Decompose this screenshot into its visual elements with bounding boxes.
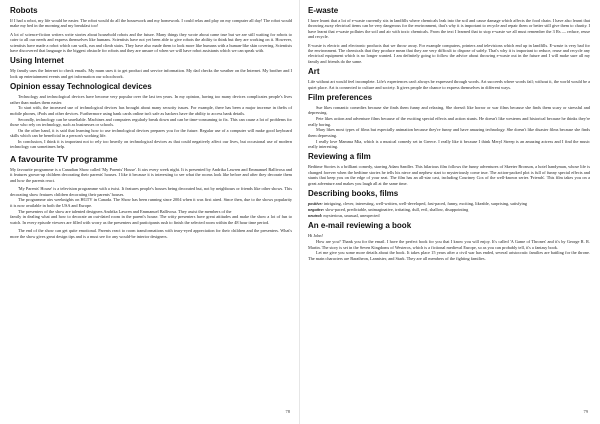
robots-paragraph-1: If I had a robot, my life would be easier. The robot would do all the housework and my homework. I could relax and play on my computer all day! The robot would make my bed in the morning and my breakfast too! — [10, 18, 292, 29]
negative-adjectives — [308, 207, 590, 212]
neutral-list: mysterious, unusual, unexpected — [323, 212, 380, 218]
art-heading: Art — [308, 67, 320, 77]
opinion-paragraph-5: In conclusion, I think it is important not to rely too heavily on technological devices as that could negatively affect our lives, but occasional use of modern technology can sometimes help. — [10, 139, 292, 150]
ewaste-paragraph-2: E-waste is electric and electronic products that we throw away. For example computers, printers and televisions which end up in landfills. E-waste is very bad for the environment. The chemicals that they produce mean that they are very difficult to dispose of safely. That's why it is important to reduce, reuse and recycle any electrical equipment which is no longer wanted. I am definitely going to follow the advice about throwing e-waste out in the future and I will make sure all my family and friends do the same. — [308, 42, 590, 64]
reviewing-film-heading: Reviewing a film — [308, 152, 371, 162]
opinion-paragraph-3: Secondly, technology can be unreliable. Machines and computers regularly break down and can be time-consuming to fix. This can cause a lot of problems for those who rely on technology, such as businesses or schools. — [10, 116, 292, 128]
art-paragraph: Life without art would feel incomplete. Life's experiences can't always be expressed through words. Art succeeds where words fail; without it, the world would be a quiet place. Art is connected to culture and society. It gives people the chance to express themselves in different ways. — [308, 79, 590, 90]
neutral-adjectives — [308, 213, 590, 218]
tv-paragraph-3: The programme airs weeknights on HGTV in Canada. The Show has been running since 2004 when it was first aired. Since then, due to the shows popularity it is now available in both the USA and Europe. — [10, 197, 292, 208]
neutral-label: neutral: — [308, 212, 323, 218]
film-prefs-paragraph-1: Sue likes romantic comedies because she finds them funny and relaxing. She doesn't like horror or war films because she finds them scary or stressful and depressing. — [308, 105, 590, 116]
opinion-paragraph-2: To start with, the increased use of technological devices has brought about many security issues. For example, there has been a major increase in thefts of mobile phones, iPods and other devices. Furthermore using bank cards online isn't safe as hackers have the ability to access bank details. — [10, 105, 292, 116]
internet-paragraph: My family uses the Internet to check emails. My mum uses it to get product and service information. My dad checks the weather on the Internet. My brother and I look up entertainment events and get information our schoolwork. — [10, 68, 292, 79]
opinion-paragraph-4: On the other hand, it is said that learning how to use technological devices prepares you for the future. Regular use of a computer will make good keyboard skills which can be beneficial in a person's working life. — [10, 127, 292, 139]
email-paragraph-1: How are you? Thank you for the email. I have the perfect book for you that I know you will enjoy. It's called 'A Game of Thrones' and it's by George R. R. Martin. The story is set in the Seven Kingdoms of Westeros, which is a fictional medieval Europe, so as you can probably tell, it's a fantasy book. — [308, 239, 590, 250]
robots-paragraph-2: A lot of science-fiction writers write stories about household robots and the future. Many things they wrote about came true but we are still waiting for robots to cater to all our needs and express themselves like humans. Scientists have not yet been able to give robots the ability to think but they are working on it. However, scientists have made a robot which can walk, run and climb stairs. They have also made them to look more like humans with a human-like skin covering. Scientists have discovered that language is the biggest obstacle for robots and they are unsure of when we will have robot assistants which we can speak with. — [10, 31, 292, 54]
robots-heading: Robots — [10, 6, 38, 15]
negative-label: negative: — [308, 207, 325, 213]
describing-heading: Describing books, films — [308, 189, 399, 199]
film-prefs-paragraph-4: I really love Mamma Mia, which is a musical comedy set in Greece. I really like it because I think Meryl Streep is an amazing actress and I find the music really interesting. — [308, 138, 590, 150]
positive-label: positive: — [308, 201, 323, 207]
positive-adjectives — [308, 201, 590, 206]
opinion-essay-heading: Opinion essay Technological devices — [10, 82, 152, 92]
email-review-heading: An e-mail reviewing a book — [308, 221, 412, 231]
internet-heading: Using Internet — [10, 56, 64, 66]
ewaste-heading: E-waste — [308, 6, 339, 15]
opinion-paragraph-1: Technology and technological devices have become very popular over the last ten years. In my opinion, having too many devices complicates people's lives rather than makes them easier. — [10, 94, 292, 105]
negative-list: slow-paced, predictable, unimaginative, irritating, dull, evil, shallow, disappointing — [325, 207, 469, 213]
positive-list: intriguing, clever, interesting, well-written, well-developed, fast-paced, funny, exciting, likeable, surprising, satisfying — [323, 201, 527, 207]
email-greeting: Hi John! — [308, 233, 323, 239]
tv-programme-heading: A favourite TV programme — [10, 153, 118, 164]
film-prefs-paragraph-3: Mary likes most types of films but especially animation because they're funny and have amazing technology. She doesn't like disaster films because she finds them depressing. — [308, 127, 590, 138]
tv-paragraph-4: The presenters of the show are talented designers Andrika Lawren and Emmanuel Ballivosa. They assist the members of the — [18, 208, 232, 214]
tv-paragraph-5: family in dealing what and how to decorate an out-dated room in the parent's house. The witty presenters have great attitudes and make the show a lot of fun to watch. In every episode viewers are filled with worry as the presenters and participants rush to finish the selected room within the 48 hour time period. — [10, 214, 292, 225]
tv-paragraph-6: The end of the show can get quite emotional. Parents react to room transformations with teary-eyed appreciation for their children and the presenters. What's more the show gives great design tips and is a must see for any would-be interior designers. — [10, 228, 292, 239]
reviewing-film-paragraph: Bedtime Stories is a brilliant comedy, starring Adam Sandler. This hilarious film follows the funny adventures of Skeeter Bronson, a hotel handyman, whose life is changed forever when the bedtime stories he tells his niece and nephew start to mysteriously come true. The action-packed plot is full of funny special effects and stunts that keep you on the edge of your seat. The film has an all-star cast, including Courtney Cox of the well-known series 'Friends'. This film takes you on a great adventure and makes you laugh all at the same time. — [308, 164, 590, 186]
film-preferences-heading: Film preferences — [308, 93, 373, 103]
page-number-left: 78 — [285, 409, 290, 414]
tv-paragraph-2: 'My Parents' House' is a television programme with a twist. It features people's houses being decorated but, not by neighbours or friends like other shows. This decorating show features children decorating their parents' houses. — [10, 186, 292, 197]
right-page — [300, 0, 600, 424]
tv-paragraph-1: My favourite programme is a Canadian Show called 'My Parents' House'. It airs every week night. It is presented by Andrika Lawren and Emmanuel Ballivosa and it features grown-up children decorating their parents' houses. I like it because it is interesting to see what the rooms look like before and after they decorate them and how the parents react. — [10, 166, 292, 183]
email-paragraph-2: Let me give you some more details about the book. It takes place 15 years after a civil war has ended, several aristocratic families are battling for the throne. The main characters are Baratheon, Lannister, and Stark. They are all members of the fighting families. — [308, 250, 590, 261]
film-prefs-paragraph-2: Pete likes action and adventure films because of the exciting special effects and action stunts. He doesn't like westerns and historical because he thinks they're really boring. — [308, 116, 590, 127]
page-number-right: 79 — [583, 409, 588, 414]
ewaste-paragraph-1: I have learnt that a lot of e-waste currently sits in landfills where chemicals leak into the soil and cause damage which affects the food chain. I have also learnt that throwing away electrical items can be very dangerous for the environment, that's why it is important to recycle and repair them or better still give them to charity. I have learnt that e-waste pollutes the soil and air with toxic chemicals. From the text I learned that to stop e-waste we all must remember the 3 Rs — reduce, reuse and recycle. — [308, 18, 590, 40]
